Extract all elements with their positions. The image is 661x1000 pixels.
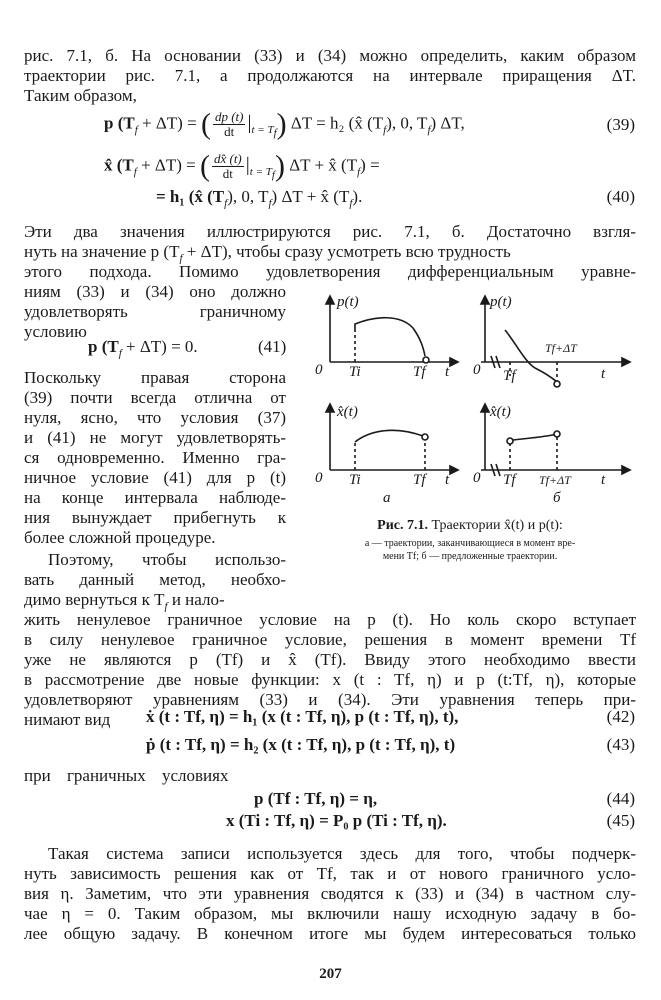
equation-45: x (Ti : Tf, η) = P₀ p (Ti : Tf, η). xyxy=(226,811,447,830)
panel-label: а xyxy=(383,490,391,506)
equation-number: (44) xyxy=(606,789,635,808)
text-line: при граничных условиях xyxy=(24,766,229,785)
equation-number: (45) xyxy=(606,811,635,830)
tick-label: Tf+ΔT xyxy=(545,341,577,355)
equation-41: p $(T_f + \Delta T) = 0$. xyxy=(88,337,198,360)
text-line: вать данный метод, необхо- xyxy=(24,570,286,589)
equation-number: (43) xyxy=(606,735,635,754)
tick-label: t xyxy=(601,472,606,488)
text-line: димо вернуться к $T_f$ и нало- xyxy=(24,590,225,613)
axis-label: 0 xyxy=(473,470,481,486)
tick-label: t xyxy=(445,364,450,380)
text-line: ся одновременно. Именно гра- xyxy=(24,448,286,467)
text-line: нуть зависимость решения как от Tf, так и от нового граничного усло- xyxy=(24,864,636,883)
text-line: более сложной процедуре. xyxy=(24,528,216,547)
equation-44: p (Tf : Tf, η) = η, xyxy=(254,789,378,808)
page-number: 207 xyxy=(319,966,342,982)
text-line: на конце интервала наблюде- xyxy=(24,488,286,507)
axis-label: p(t) xyxy=(337,294,359,310)
axis-label: x̂(t) xyxy=(337,404,358,420)
text-line: нуля, ясно, что условия (37) xyxy=(24,408,286,427)
text-line: (39) почти всегда отлична от xyxy=(24,388,286,407)
axis-label: 0 xyxy=(315,470,323,486)
text-line: удовлетворяют уравнениям (33) и (34). Эти уравнения теперь при- xyxy=(24,690,636,709)
tick-label: t xyxy=(601,366,606,382)
text-line: нимают вид xyxy=(24,710,111,729)
equation-42: ẋ (t : Tf, η) = h₁ (x (t : Tf, η), p (t : Tf, η), t), xyxy=(146,707,459,726)
text-line: ничное условие (41) для p (t) xyxy=(24,468,286,487)
text-line: Такая система записи используется здесь для того, чтобы подчерк- xyxy=(48,844,636,863)
tick-label: Ti xyxy=(349,472,361,488)
x-curve-b xyxy=(513,434,557,440)
figure-caption-line: а — траектории, заканчивающиеся в момент вре- xyxy=(364,538,576,549)
equation-40-line2: = h₁ (x̂ $(T_f)$, 0, $T_f$) ΔT + x̂ $(T_f)$. xyxy=(156,187,363,210)
text-line: Таким образом, xyxy=(24,86,137,105)
axis-label: p(t) xyxy=(490,294,512,310)
text-line: вия η. Заметим, что эти уравнения сводятся к (33) и (34) в частном слу- xyxy=(24,884,636,903)
tick-label: Ti xyxy=(349,364,361,380)
tick-label: Tf xyxy=(503,472,516,488)
text-line: этого подхода. Помимо удовлетворения дифференциальным уравне- xyxy=(24,262,636,281)
equation-number: (39) xyxy=(606,115,635,134)
text-line: лее общую задачу. В конечном итоге мы будем интересоваться только xyxy=(24,924,636,943)
tick-label: t xyxy=(445,472,450,488)
tick-label: Tf xyxy=(413,472,426,488)
x-curve-a xyxy=(355,430,423,442)
text-line: Эти два значения иллюстрируются рис. 7.1, б. Достаточно взгля- xyxy=(24,222,636,241)
equation-number: (40) xyxy=(606,187,635,206)
text-line: Поскольку правая сторона xyxy=(24,368,286,387)
tick-label: Tf+ΔT xyxy=(539,473,571,487)
text-line: условию xyxy=(24,322,87,341)
text-line: траектории рис. 7.1, а продолжаются на интервале приращения ΔT. xyxy=(24,66,636,85)
text-line: в силу ненулевое граничное условие, решения в момент времени Tf xyxy=(24,630,636,649)
figure-7-1 xyxy=(305,290,635,510)
panel-label: б xyxy=(553,490,561,506)
tick-label: Tf xyxy=(503,368,516,384)
text-line: нуть на значение p $(T_f + \Delta T)$, чтобы сразу усмотреть всю трудность xyxy=(24,242,511,265)
axis-label: x̂(t) xyxy=(490,404,511,420)
text-line: жить ненулевое граничное условие на p (t). Но коль скоро вступает xyxy=(24,610,636,629)
axis-label: 0 xyxy=(315,362,323,378)
text-line: ниям (33) и (34) оно должно xyxy=(24,282,286,301)
text-line: удовлетворять граничному xyxy=(24,302,286,321)
equation-number: (42) xyxy=(606,707,635,726)
p-curve-a xyxy=(355,318,425,356)
equation-43: ṗ (t : Tf, η) = h₂ (x (t : Tf, η), p (t : Tf, η), t) xyxy=(146,735,456,754)
axis-label: 0 xyxy=(473,362,481,378)
figure-caption: Рис. 7.1. Траектории x̂(t) и p(t): xyxy=(377,518,563,533)
text-line: Поэтому, чтобы использо- xyxy=(48,550,286,569)
equation-39: p $(T_f + \Delta T)$ = ( $\frac{dp (t)}{dt}$ $|_{t = T_f}$) ΔT = h₂ (x̂ $(T_f)$, 0, $T_f$) ΔT, xyxy=(104,107,465,141)
equation-number: (41) xyxy=(258,337,287,356)
equation-40: x̂ $(T_f + \Delta T)$ = ( $\frac{dx̂ (t)}{dt}$ $|_{t = T_f}$) ΔT + x̂ $(T_f)$ = xyxy=(104,149,380,183)
text-line: в рассмотрение две новые функции: x (t : Tf, η) и p (t:Tf, η), которые xyxy=(24,670,636,689)
text-line: рис. 7.1, б. На основании (33) и (34) можно определить, каким образом xyxy=(24,46,636,65)
figure-caption-line: мени Tf; б — предложенные траектории. xyxy=(382,551,558,562)
tick-label: Tf xyxy=(413,364,426,380)
text-line: уже не являются p (Tf) и x̂ (Tf). Ввиду этого необходимо ввести xyxy=(24,650,636,669)
text-line: чае η = 0. Таким образом, мы включили нашу исходную задачу в бо- xyxy=(24,904,636,923)
text-line: и (41) не могут удовлетворять- xyxy=(24,428,286,447)
text-line: ния вынуждает прибегнуть к xyxy=(24,508,286,527)
